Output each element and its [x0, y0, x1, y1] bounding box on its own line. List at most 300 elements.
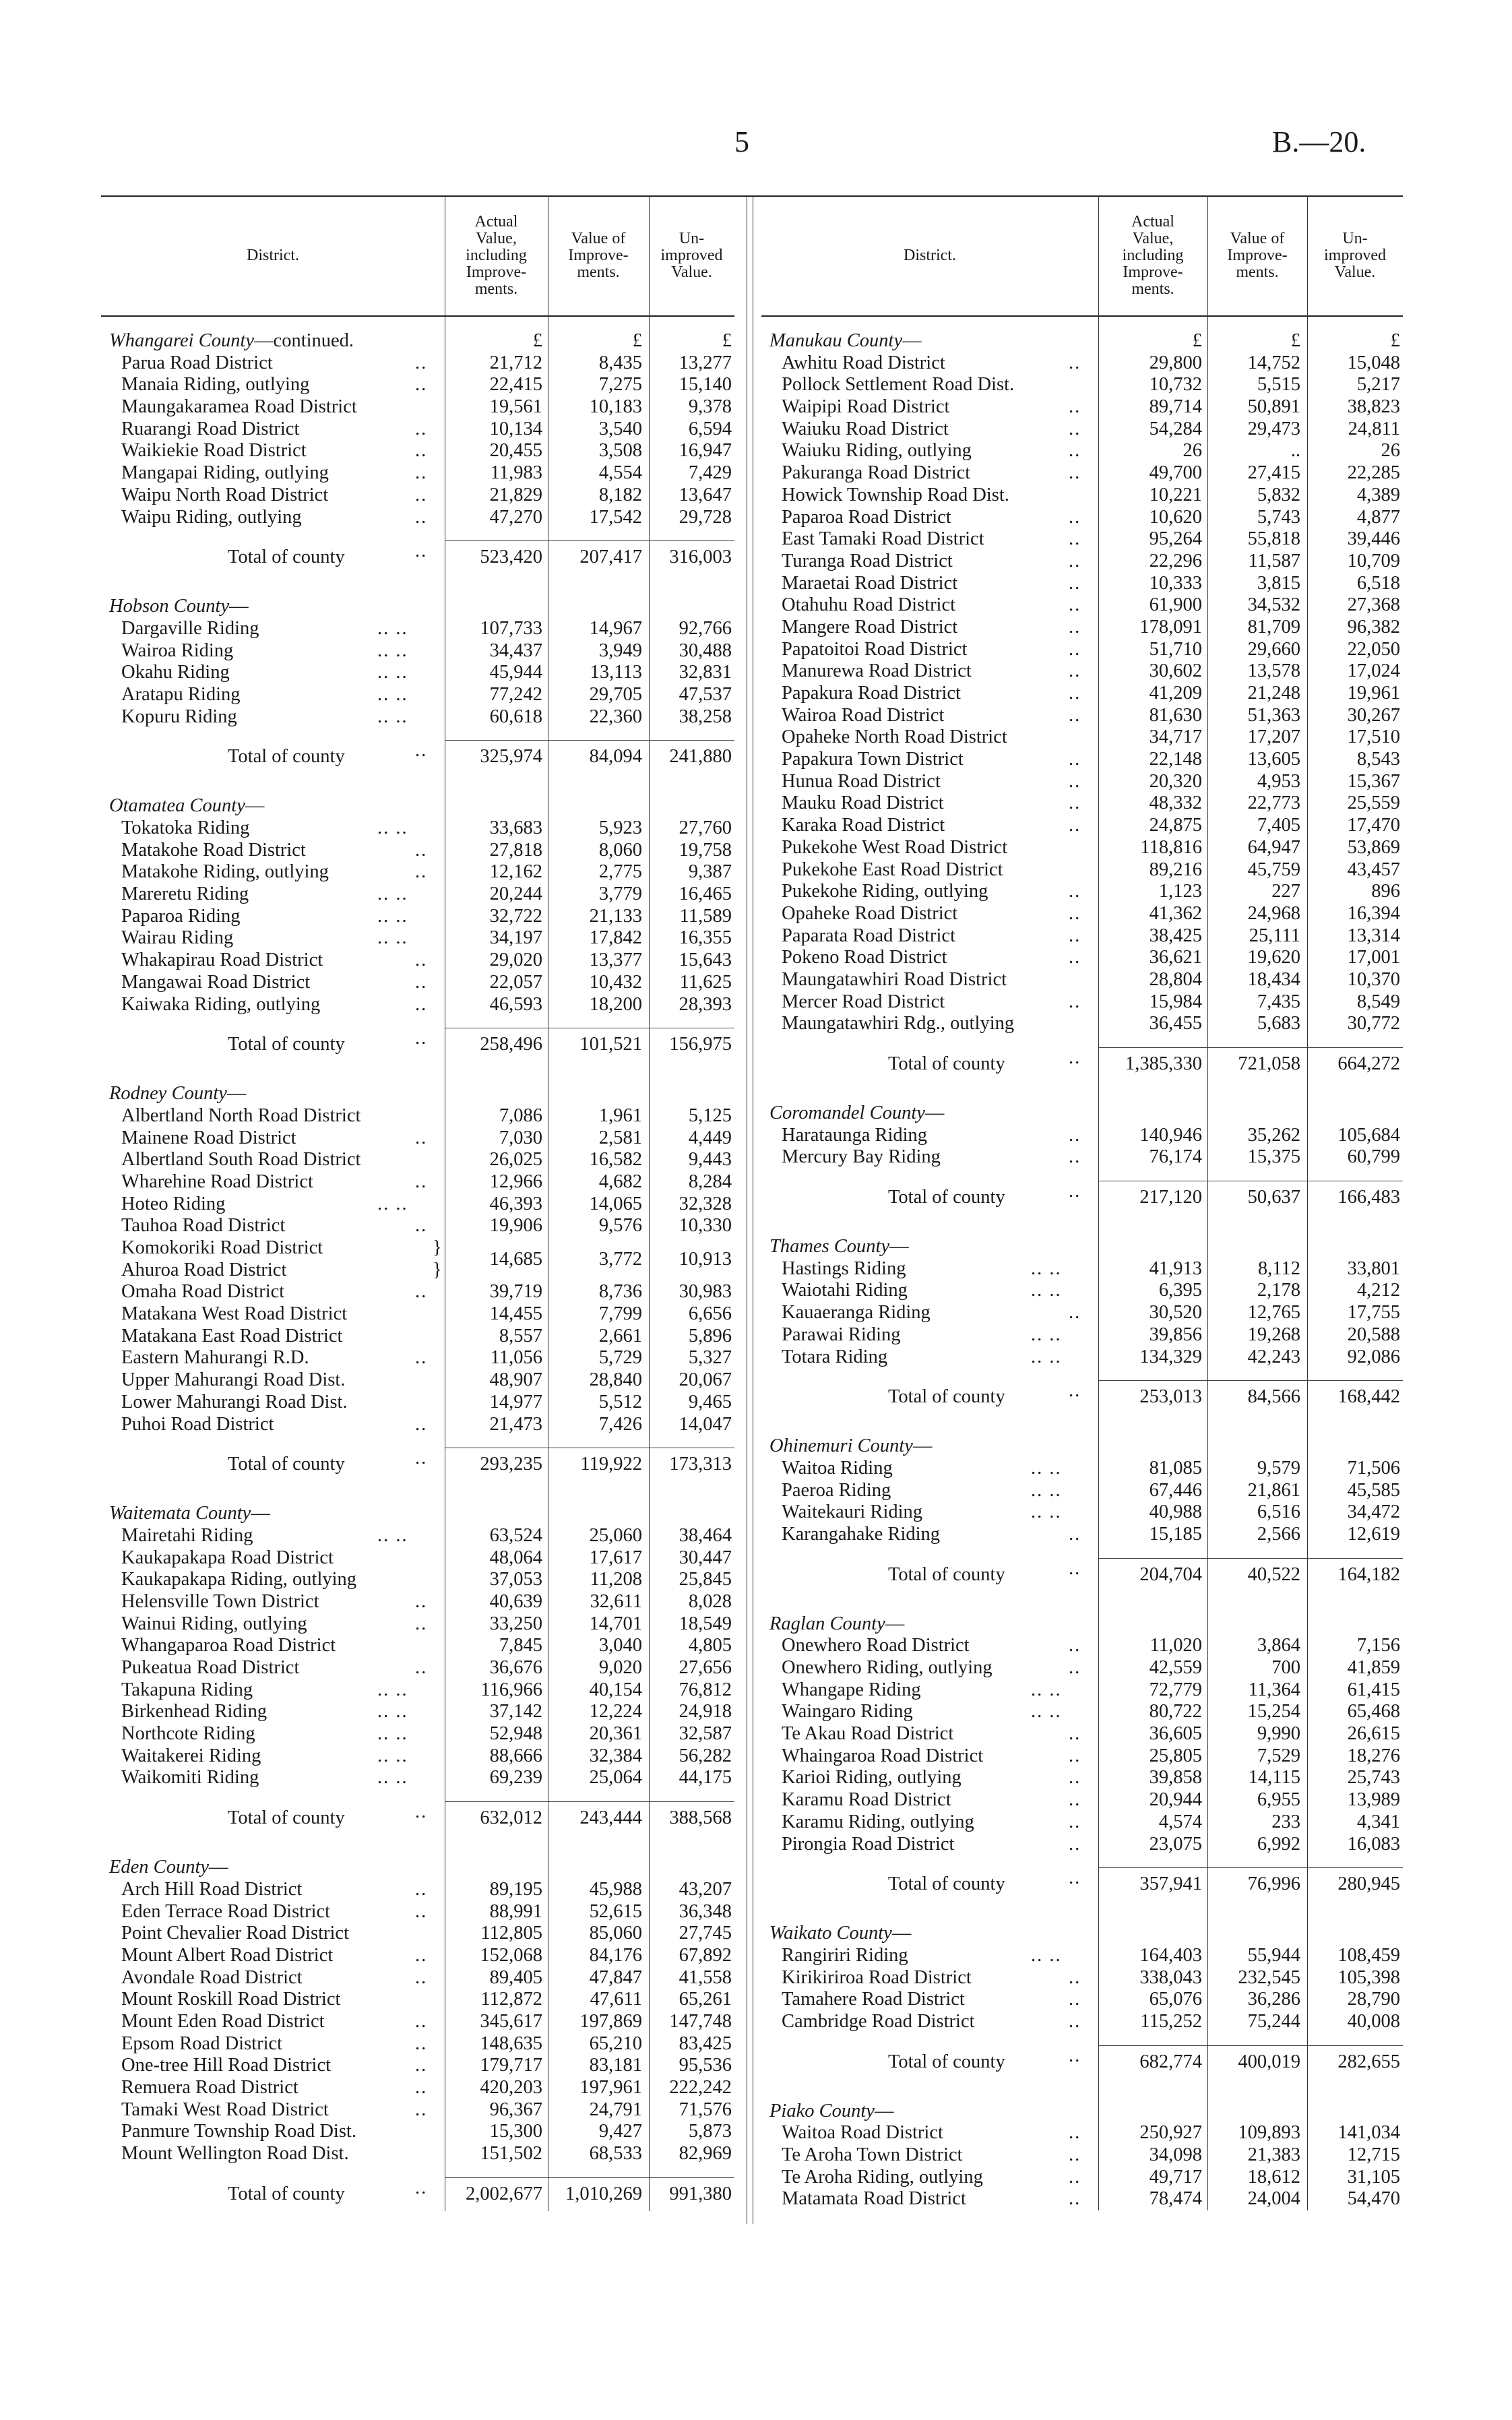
actual-value: 10,134	[489, 418, 542, 439]
actual-value: 20,244	[489, 883, 542, 905]
unimproved-value: 38,823	[1347, 396, 1400, 418]
county-heading-row	[101, 596, 734, 618]
district-name: Albertland South Road District	[121, 1149, 361, 1171]
total-spacer	[101, 528, 734, 540]
district-name: Rangiriri Riding	[782, 1944, 908, 1966]
district-name: Karamu Riding, outlying	[782, 1811, 974, 1832]
district-name: Whangape Riding	[782, 1679, 921, 1700]
actual-value: 10,732	[1149, 374, 1202, 396]
actual-value: 24,875	[1149, 815, 1202, 836]
actual-value: 72,779	[1149, 1679, 1202, 1700]
district-name: Mount Albert Road District	[121, 1944, 334, 1966]
district-name: Pakuranga Road District	[782, 462, 971, 484]
county-name-suffix: —	[874, 2100, 894, 2121]
actual-value: 178,091	[1139, 616, 1202, 638]
district-row	[101, 1248, 734, 1282]
leader-dots: .. ..	[1031, 1701, 1062, 1723]
improvements-value: 24,791	[589, 2099, 642, 2120]
actual-value: 1,123	[1158, 881, 1202, 902]
county-name-suffix: —	[912, 1435, 933, 1457]
improvements-value: 243,444	[579, 1807, 642, 1829]
header-unimproved-value	[649, 195, 734, 315]
district-row	[101, 1901, 734, 1923]
unimproved-value: 147,748	[669, 2010, 732, 2032]
total-rule	[548, 1801, 649, 1802]
district-name: Te Aroha Riding, outlying	[782, 2166, 983, 2188]
total-rule	[548, 540, 649, 541]
header-actual-value-line: Actual	[474, 212, 518, 230]
unimproved-value: 38,464	[679, 1524, 732, 1546]
district-row	[101, 1525, 734, 1547]
unimproved-value: 43,207	[679, 1878, 732, 1900]
unimproved-value: 16,394	[1347, 902, 1400, 924]
district-name: Mangawai Road District	[121, 971, 311, 993]
improvements-value: 17,617	[589, 1547, 642, 1568]
leader-dots: ..	[415, 440, 428, 462]
unimproved-value: 41,859	[1347, 1657, 1400, 1678]
district-name: Awhitu Road District	[782, 352, 945, 373]
improvements-value: 19,620	[1247, 947, 1300, 968]
unimproved-value: 19,961	[1347, 683, 1400, 704]
unimproved-value: 896	[1371, 881, 1400, 902]
county-name-italic: Hobson County	[109, 596, 230, 617]
total-label: Total of county	[888, 1053, 1005, 1074]
leader-dots: ..	[1069, 947, 1081, 968]
actual-value: 523,420	[480, 547, 542, 568]
improvements-value: 10,183	[589, 396, 642, 418]
unimproved-value: 56,282	[679, 1745, 732, 1766]
county-total-row	[101, 1448, 734, 1481]
actual-value: 20,944	[1149, 1789, 1202, 1811]
header-unimproved-value-line: Value.	[1334, 263, 1376, 281]
improvements-value: 85,060	[589, 1923, 642, 1944]
leader-dots: ..	[1069, 749, 1081, 770]
unimproved-value: 5,896	[688, 1325, 732, 1346]
unimproved-value: 27,745	[679, 1923, 732, 1944]
leader-dots: ..	[415, 1347, 428, 1369]
total-rule	[1207, 2045, 1307, 2046]
district-row	[101, 972, 734, 994]
unimproved-value: 76,812	[679, 1679, 732, 1700]
improvements-value: 6,992	[1257, 1833, 1300, 1855]
leader-dots: .. ..	[1031, 1324, 1062, 1345]
total-rule	[548, 740, 649, 741]
unimproved-value: 8,543	[1356, 749, 1400, 770]
district-name: Hastings Riding	[782, 1258, 906, 1279]
district-name: Opaheke Road District	[782, 902, 958, 924]
leader-dots: ..	[1069, 1657, 1081, 1678]
brace-mark: }	[433, 1237, 443, 1258]
district-row	[101, 640, 734, 662]
leader-dots: ..	[1069, 440, 1081, 462]
district-row	[101, 2055, 734, 2077]
total-spacer	[101, 1789, 734, 1801]
actual-value: 112,872	[480, 1989, 542, 2010]
district-row	[101, 1767, 734, 1789]
district-name: Waipipi Road District	[782, 396, 950, 418]
district-row	[101, 1923, 734, 1945]
actual-value: 89,216	[1149, 859, 1202, 880]
actual-value: 23,075	[1149, 1833, 1202, 1855]
actual-value: 112,805	[480, 1923, 542, 1944]
district-name: Arch Hill Road District	[121, 1878, 303, 1900]
unimproved-value: 82,969	[679, 2143, 732, 2165]
improvements-value: 17,207	[1247, 726, 1300, 748]
unimproved-value: 29,728	[679, 506, 732, 528]
leader-dots: .. ..	[1031, 1280, 1062, 1301]
improvements-value: 12,765	[1247, 1302, 1300, 1324]
actual-value: 46,393	[489, 1193, 542, 1214]
unimproved-value: 7,429	[688, 462, 732, 484]
district-name: Papatoitoi Road District	[782, 638, 968, 660]
district-name: Kaukapakapa Riding, outlying	[121, 1569, 357, 1590]
leader-dots: ..	[1069, 1767, 1081, 1789]
unimproved-value: 24,811	[1348, 418, 1400, 439]
total-rule	[649, 2177, 734, 2178]
unimproved-value: 10,913	[679, 1248, 732, 1270]
actual-value: 29,020	[489, 950, 542, 971]
actual-value: 4,574	[1158, 1811, 1202, 1832]
improvements-value: 45,759	[1247, 859, 1300, 880]
leader-dots: ..	[415, 1966, 428, 1988]
total-rule	[1307, 1867, 1403, 1868]
district-name: Waitoa Riding	[782, 1457, 893, 1479]
district-row	[101, 1679, 734, 1702]
total-rule	[1098, 1380, 1207, 1381]
actual-value: 67,446	[1149, 1479, 1202, 1501]
leader-dots: ..	[1069, 2010, 1081, 2032]
district-name: Whangaparoa Road District	[121, 1635, 336, 1656]
leader-dots: ..	[415, 1281, 428, 1303]
county-name-suffix: —	[229, 596, 249, 617]
unimproved-value: 30,447	[679, 1547, 732, 1568]
improvements-value: 17,842	[589, 927, 642, 949]
unimproved-value: 105,684	[1337, 1124, 1400, 1146]
leader-dots: ..	[415, 1127, 428, 1148]
actual-value: 39,858	[1149, 1767, 1202, 1789]
improvements-value: 7,275	[598, 374, 642, 396]
county-name-italic: Manukau County	[769, 330, 903, 351]
actual-value: 14,685	[489, 1248, 542, 1270]
district-name: Wharehine Road District	[121, 1171, 313, 1192]
total-spacer	[101, 1435, 734, 1448]
district-name: Matakana West Road District	[121, 1303, 348, 1325]
leader-dots: ..	[1069, 793, 1081, 814]
improvements-value: 32,384	[589, 1745, 642, 1766]
unimproved-value: 65,261	[679, 1989, 732, 2010]
unimproved-value: 65,468	[1347, 1701, 1400, 1723]
improvements-value: 47,611	[590, 1989, 642, 2010]
unimproved-value: 11,625	[679, 971, 732, 993]
improvements-value: 84,566	[1247, 1386, 1300, 1408]
leader-dots: ..	[415, 506, 428, 528]
unimproved-value: 13,989	[1347, 1789, 1400, 1811]
district-name: Parawai Riding	[782, 1324, 901, 1345]
total-rule	[1307, 1558, 1403, 1559]
header-unimproved-value	[1307, 195, 1403, 315]
total-rule	[1098, 2045, 1207, 2046]
header-actual-value	[1098, 195, 1207, 315]
district-name: One-tree Hill Road District	[121, 2055, 332, 2076]
actual-value: 345,617	[480, 2010, 542, 2032]
improvements-value: 8,736	[598, 1281, 642, 1303]
improvements-value: 35,262	[1247, 1124, 1300, 1146]
district-name: Waipu North Road District	[121, 484, 329, 505]
improvements-value: 8,435	[598, 352, 642, 373]
improvements-value: 21,383	[1247, 2144, 1300, 2165]
district-name: Whaingaroa Road District	[782, 1745, 984, 1766]
improvements-value: 18,434	[1247, 968, 1300, 990]
district-name: Kirikiriroa Road District	[782, 1966, 972, 1988]
leader-dots: .. ..	[377, 1524, 408, 1546]
district-name: Maungakaramea Road District	[121, 396, 357, 418]
district-row	[101, 906, 734, 928]
header-unimproved-value-line: improved	[660, 246, 723, 264]
improvements-value: £	[632, 330, 642, 351]
district-row	[101, 462, 734, 485]
actual-value: 60,618	[489, 706, 542, 727]
leader-dots: .. ..	[1031, 1479, 1062, 1501]
district-name: Mauku Road District	[782, 793, 944, 814]
leader-dots: ..	[1069, 1989, 1081, 2010]
district-row	[101, 883, 734, 906]
header-district	[101, 195, 445, 315]
actual-value: 27,818	[489, 839, 542, 861]
header-actual-value-line: including	[466, 246, 527, 264]
unimproved-value: 5,125	[688, 1105, 732, 1126]
leader-dots: ..	[1069, 572, 1081, 594]
leader-dots: ..	[415, 374, 428, 396]
district-row	[101, 817, 734, 840]
header-actual-value-line: Improve-	[1123, 263, 1183, 281]
unimproved-value: 60,799	[1347, 1146, 1400, 1168]
improvements-value: 32,611	[590, 1590, 642, 1612]
header-value-of-improvements	[548, 195, 649, 315]
improvements-value: 7,405	[1257, 815, 1300, 836]
unimproved-value: 34,472	[1347, 1501, 1400, 1523]
unimproved-value: 388,568	[669, 1807, 732, 1829]
district-name: Mangere Road District	[782, 616, 958, 638]
improvements-value: 109,893	[1238, 2122, 1300, 2144]
actual-value: 48,064	[489, 1547, 542, 1568]
improvements-value: 232,545	[1238, 1966, 1300, 1988]
district-row	[101, 861, 734, 883]
improvements-value: 101,521	[579, 1034, 642, 1055]
actual-value: 46,593	[489, 993, 542, 1015]
actual-value: 148,635	[480, 2033, 542, 2054]
county-name-italic: Waitemata County	[109, 1503, 251, 1524]
leader-dots: ..	[1069, 704, 1081, 726]
district-name: Maraetai Road District	[782, 572, 958, 594]
unimproved-value: 36,348	[679, 1900, 732, 1922]
leader-dots: .. ..	[377, 817, 408, 838]
actual-value: 134,329	[1139, 1346, 1202, 1367]
district-name: Ruarangi Road District	[121, 418, 300, 439]
district-row	[101, 1547, 734, 1570]
improvements-value: 29,705	[589, 683, 642, 705]
actual-value: 19,906	[489, 1215, 542, 1237]
district-name: Te Aroha Town District	[782, 2144, 963, 2165]
improvements-value: 7,435	[1257, 991, 1300, 1012]
total-label: Total of county	[888, 1187, 1005, 1208]
improvements-value: 9,427	[598, 2121, 642, 2142]
improvements-value: 197,961	[579, 2077, 642, 2098]
improvements-value: 45,988	[589, 1878, 642, 1900]
unimproved-value: 27,760	[679, 817, 732, 838]
header-value-of-improvements-line: Improve-	[568, 246, 629, 264]
county-name	[109, 1857, 228, 1879]
improvements-value: 233	[1271, 1811, 1300, 1832]
leader-dots: ..	[415, 1878, 428, 1900]
improvements-value: 18,612	[1247, 2166, 1300, 2188]
unimproved-value: 4,805	[688, 1635, 732, 1656]
district-name: Karamu Road District	[782, 1789, 951, 1811]
improvements-value: 10,432	[589, 971, 642, 993]
unimproved-value: £	[1390, 330, 1400, 351]
district-name: Mount Roskill Road District	[121, 1989, 341, 2010]
district-name: Matamata Road District	[782, 2188, 966, 2210]
unimproved-value: 22,050	[1347, 638, 1400, 660]
actual-value: 34,197	[489, 927, 542, 949]
district-name: Kopuru Riding	[121, 706, 237, 727]
improvements-value: 16,582	[589, 1149, 642, 1171]
actual-value: 36,676	[489, 1657, 542, 1678]
total-rule	[649, 540, 734, 541]
improvements-value: 6,955	[1257, 1789, 1300, 1811]
leader-dots: ..	[1069, 1811, 1081, 1832]
header-actual-value-line: Actual	[1131, 212, 1174, 230]
unimproved-value: 27,656	[679, 1657, 732, 1678]
actual-value: 48,332	[1149, 793, 1202, 814]
improvements-value: 14,065	[589, 1193, 642, 1214]
unimproved-value: 26	[1381, 440, 1400, 462]
district-name: Wainui Riding, outlying	[121, 1613, 307, 1634]
unimproved-value: 32,328	[679, 1193, 732, 1214]
actual-value: 14,455	[489, 1303, 542, 1325]
district-name: Helensville Town District	[121, 1590, 319, 1612]
district-name: Waitekauri Riding	[782, 1501, 923, 1523]
section-gap	[101, 1481, 734, 1503]
unimproved-value: 83,425	[679, 2033, 732, 2054]
unimproved-value: 16,465	[679, 883, 732, 905]
improvements-value: 17,542	[589, 506, 642, 528]
total-label: Total of county	[228, 1454, 345, 1475]
district-name: East Tamaki Road District	[782, 528, 984, 550]
unimproved-value: 14,047	[679, 1413, 732, 1435]
unimproved-value: 316,003	[669, 547, 732, 568]
improvements-value: 7,529	[1257, 1745, 1300, 1766]
district-row	[101, 662, 734, 684]
actual-value: 36,621	[1149, 947, 1202, 968]
unimproved-value: 9,387	[688, 861, 732, 883]
actual-value: 11,020	[1149, 1635, 1202, 1656]
actual-value: 49,700	[1149, 462, 1202, 484]
district-row	[101, 840, 734, 862]
district-row	[101, 1879, 734, 1901]
county-name-italic: Coromandel County	[769, 1103, 925, 1123]
district-name: Matakohe Road District	[121, 839, 306, 861]
actual-value: 338,043	[1139, 1966, 1202, 1988]
district-name: Wairoa Road District	[782, 704, 945, 726]
district-row	[101, 1745, 734, 1768]
district-row	[101, 418, 734, 441]
leader-dots: ..	[1069, 396, 1081, 418]
unimproved-value: 11,589	[679, 905, 732, 927]
total-rule	[1098, 1867, 1207, 1868]
actual-value: 38,425	[1149, 925, 1202, 946]
leader-dots: ..	[415, 1215, 428, 1237]
district-name: Parua Road District	[121, 352, 273, 373]
district-row	[101, 927, 734, 950]
leader-dots: ..	[415, 1171, 428, 1192]
total-label: Total of county	[888, 2051, 1005, 2072]
district-name: Lower Mahurangi Road Dist.	[121, 1391, 348, 1413]
district-name: Pukekohe West Road District	[782, 836, 1008, 858]
actual-value: 29,800	[1149, 352, 1202, 373]
header-value-of-improvements	[1207, 195, 1307, 315]
total-rule	[1207, 1047, 1307, 1048]
unimproved-value: 54,470	[1347, 2188, 1400, 2210]
county-name-suffix: —continued.	[254, 330, 354, 351]
page-number: 5	[734, 125, 749, 158]
unimproved-value: 43,457	[1347, 859, 1400, 880]
district-name: Harataunga Riding	[782, 1124, 928, 1146]
unimproved-value: 4,877	[1356, 506, 1400, 528]
actual-value: 22,057	[489, 971, 542, 993]
improvements-value: 27,415	[1247, 462, 1300, 484]
unimproved-value: 16,947	[679, 440, 732, 462]
improvements-value: 29,660	[1247, 638, 1300, 660]
unimproved-value: 991,380	[669, 2183, 732, 2204]
county-name	[109, 795, 264, 817]
leader-dots: ..	[415, 2077, 428, 2098]
district-name: Waiuku Riding, outlying	[782, 440, 972, 462]
unimproved-value: 92,766	[679, 617, 732, 639]
actual-value: 22,415	[489, 374, 542, 396]
district-name: Avondale Road District	[121, 1966, 303, 1988]
actual-value: 325,974	[480, 746, 542, 768]
improvements-value: 25,111	[1249, 925, 1300, 946]
improvements-value: 52,615	[589, 1900, 642, 1922]
district-name: Eastern Mahurangi R.D.	[121, 1347, 309, 1369]
actual-value: 7,086	[499, 1105, 542, 1126]
total-label: Total of county	[888, 1873, 1005, 1895]
district-name: Pollock Settlement Road Dist.	[782, 374, 1015, 396]
actual-value: 1,385,330	[1125, 1053, 1202, 1074]
improvements-value: 75,244	[1247, 2010, 1300, 2032]
actual-value: 10,620	[1149, 506, 1202, 528]
unimproved-value: 17,470	[1347, 815, 1400, 836]
district-name: Tokatoka Riding	[121, 817, 250, 838]
actual-value: 15,984	[1149, 991, 1202, 1012]
actual-value: 15,300	[489, 2121, 542, 2142]
actual-value: 15,185	[1149, 1523, 1202, 1545]
actual-value: 21,829	[489, 484, 542, 505]
leader-dots: .. ..	[377, 1679, 408, 1700]
unimproved-value: 108,459	[1337, 1944, 1400, 1966]
leader-dots: ..	[1069, 1146, 1081, 1168]
county-name-suffix: —	[251, 1503, 270, 1524]
unimproved-value: 16,355	[679, 927, 732, 949]
improvements-value: 4,682	[598, 1171, 642, 1192]
district-name: Puhoi Road District	[121, 1413, 274, 1435]
improvements-value: 11,208	[590, 1569, 642, 1590]
header-actual-value-line: ments.	[474, 280, 518, 298]
leader-dots: .. ..	[377, 1193, 408, 1214]
improvements-value: 21,248	[1247, 683, 1300, 704]
actual-value: 253,013	[1139, 1386, 1202, 1408]
district-name: Pukekohe East Road District	[782, 859, 1003, 880]
